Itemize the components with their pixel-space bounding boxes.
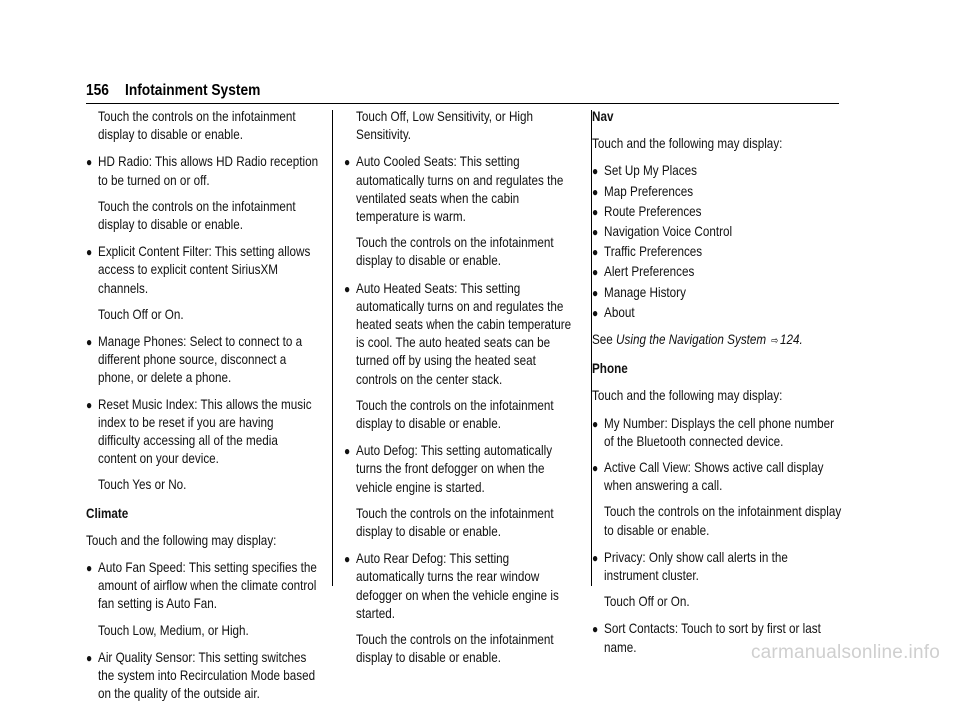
nav-list <box>592 162 843 322</box>
bullet-icon: ● <box>592 285 599 300</box>
list-item-auto-fan: ● Auto Fan Speed: This setting specifies the amount of airflow when the climate control fan setting is Auto Fan. <box>86 560 317 612</box>
page-reference-icon: ⇨ <box>771 335 779 348</box>
section-title: Infotainment System <box>124 82 261 99</box>
list-item-manage-phones: ● Manage Phones: Select to connect to a different phone source, disconnect a phone, or delete a phone. <box>86 334 303 386</box>
bullet-icon: ● <box>592 461 599 476</box>
bullet-icon: ● <box>344 444 351 459</box>
nav-intro: Touch and the following may display: <box>592 136 783 152</box>
bullet-icon: ● <box>86 650 93 665</box>
list-item-air-quality: ● Air Quality Sensor: This setting switches the system into Recirculation Mode based on the quality of the outside air. <box>86 649 316 702</box>
page-number: 156 <box>86 82 109 99</box>
item-note: Touch the controls on the infotainment display to disable or enable. <box>98 198 296 233</box>
phone-intro: Touch and the following may display: <box>592 388 783 404</box>
list-item-auto-defog: ● Auto Defog: This setting automatically turns the front defogger on when the vehicle engine is started. <box>344 443 553 495</box>
list-item-cooled-seats: ● Auto Cooled Seats: This setting automatically turns on and regulates the ventilated seats when the cabin temperature is warm. <box>344 154 564 225</box>
list-item-hd-radio: ● HD Radio: This allows HD Radio reception to be turned on or off. <box>86 154 319 188</box>
bullet-icon: ● <box>86 155 93 170</box>
bullet-icon: ● <box>86 397 93 412</box>
column-2 <box>344 108 576 676</box>
bullet-icon: ● <box>86 245 93 260</box>
list-item-reset-music: ● Reset Music Index: This allows the music index to be reset if you are having difficulty accessing all of the media content on your device. <box>86 396 312 467</box>
column-divider-1 <box>332 110 333 586</box>
list-item: ● Alert Preferences <box>592 263 843 281</box>
bullet-icon: ● <box>592 305 599 320</box>
nav-heading: Nav <box>592 109 614 124</box>
list-item: ● Navigation Voice Control <box>592 223 843 241</box>
item-note: Touch the controls on the infotainment display to disable or enable. <box>356 505 554 540</box>
item-note: Touch Low, Medium, or High. <box>98 622 249 638</box>
list-item-privacy: ● Privacy: Only show call alerts in the instrument cluster. <box>592 549 788 584</box>
list-item-rear-defog: ● Auto Rear Defog: This setting automatically turns the rear window defogger on when the vehicle engine is started. <box>344 551 559 621</box>
item-note: Touch the controls on the infotainment display to disable or enable. <box>356 235 554 269</box>
bullet-icon: ● <box>86 561 93 576</box>
column-3 <box>592 108 842 665</box>
see-reference: See Using the Navigation System ⇨ 124. <box>592 332 803 348</box>
bullet-icon: ● <box>344 552 351 567</box>
nav-system-link[interactable]: Using the Navigation System <box>616 332 767 348</box>
bullet-icon: ● <box>592 225 599 240</box>
list-item: ● Route Preferences <box>592 203 843 221</box>
climate-heading: Climate <box>86 505 129 521</box>
item-note: Touch the controls on the infotainment display to disable or enable. <box>356 632 554 666</box>
climate-intro: Touch and the following may display: <box>86 532 277 548</box>
list-item-my-number: ● My Number: Displays the cell phone number of the Bluetooth connected device. <box>592 415 835 449</box>
watermark: carmanualsonline.info <box>750 642 940 663</box>
list-item-sort-contacts: ● Sort Contacts: Touch to sort by first or last name. <box>592 621 821 655</box>
bullet-icon: ● <box>592 164 599 179</box>
bullet-icon: ● <box>592 550 599 565</box>
column-1 <box>86 108 318 711</box>
list-item-heated-seats: ● Auto Heated Seats: This setting automatically turns on and regulates the heated seats when the cabin temperature is cool. The auto heated seats can be turned off by using the heated seat controls on the center stack. <box>344 280 572 387</box>
bullet-icon: ● <box>344 155 351 170</box>
item-note: Touch Off or On. <box>604 594 690 610</box>
item-note: Touch Yes or No. <box>98 477 187 493</box>
list-item-explicit-filter: ● Explicit Content Filter: This setting allows access to explicit content SiriusXM channels. <box>86 244 311 296</box>
phone-heading: Phone <box>592 361 628 377</box>
bullet-icon: ● <box>344 281 351 296</box>
bullet-icon: ● <box>86 335 93 350</box>
list-item-active-call: ● Active Call View: Shows active call display when answering a call. <box>592 460 824 494</box>
bullet-icon: ● <box>592 416 599 431</box>
intro-note: Touch Off, Low Sensitivity, or High Sensitivity. <box>356 109 533 143</box>
bullet-icon: ● <box>592 184 599 199</box>
bullet-icon: ● <box>592 622 599 637</box>
bullet-icon: ● <box>592 265 599 280</box>
header-rule <box>86 103 839 104</box>
bullet-icon: ● <box>592 204 599 219</box>
item-note: Touch the controls on the infotainment display to disable or enable. <box>604 504 842 538</box>
intro-note: Touch the controls on the infotainment display to disable or enable. <box>98 109 296 143</box>
list-item: ● Map Preferences <box>592 183 843 201</box>
page-header <box>86 82 282 100</box>
list-item: ● Manage History <box>592 284 843 302</box>
list-item: ● Traffic Preferences <box>592 243 843 261</box>
list-item: ● About <box>592 304 843 322</box>
item-note: Touch the controls on the infotainment display to disable or enable. <box>356 397 554 432</box>
item-note: Touch Off or On. <box>98 306 184 322</box>
bullet-icon: ● <box>592 245 599 260</box>
list-item: ● Set Up My Places <box>592 162 843 180</box>
